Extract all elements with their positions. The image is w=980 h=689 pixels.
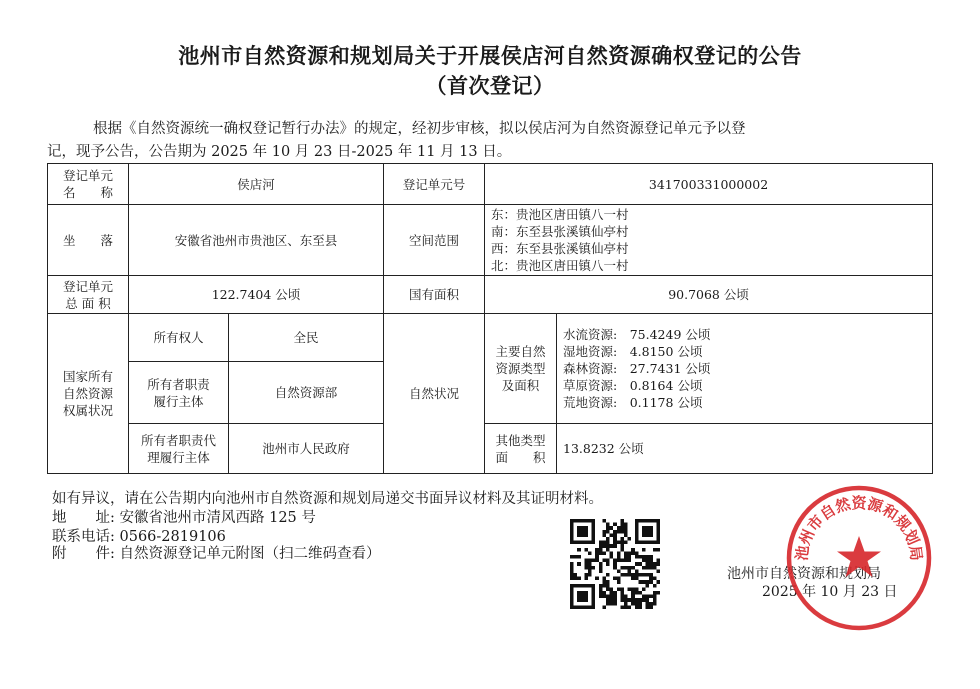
unit-name-label: 登记单元 名 称 [48, 164, 129, 205]
intro-line-1: 根据《自然资源统一确权登记暂行办法》的规定，经初步审核，拟以侯店河为自然资源登记单元予以登 [93, 121, 746, 137]
agent-label: 所有者职责代 理履行主体 [129, 424, 229, 474]
phone-line [52, 529, 226, 546]
duty-label: 所有者职责 履行主体 [129, 362, 229, 424]
notice-title: 池州市自然资源和规划局关于开展侯店河自然资源确权登记的公告 [178, 44, 802, 68]
main-types-value: 水流资源: 75.4249 公顷 湿地资源: 4.8150 公顷 森林资源: 27.7431 公顷 草原资源: 0.8164 公顷 荒地资源: 0.1178 公顷 [557, 314, 933, 424]
address-label: 地 址: [52, 510, 115, 526]
owner-value: 全民 [229, 314, 384, 362]
objection-text: 如有异议，请在公告期内向池州市自然资源和规划局递交书面异议材料及其证明材料。 [52, 491, 603, 507]
unit-no-label: 登记单元号 [384, 164, 485, 205]
table-row [48, 276, 933, 314]
other-label: 其他类型 面 积 [485, 424, 557, 474]
phone-value: 0566-2819106 [119, 529, 226, 545]
official-seal-icon [784, 483, 934, 633]
duty-value: 自然资源部 [229, 362, 384, 424]
registration-table [47, 163, 933, 474]
attachment-label: 附 件: [52, 546, 115, 562]
table-row [48, 164, 933, 205]
other-value: 13.8232 公顷 [557, 424, 933, 474]
qr-code-icon[interactable] [570, 519, 660, 609]
phone-label: 联系电话: [52, 529, 115, 545]
table-row [48, 205, 933, 276]
owner-label: 所有权人 [129, 314, 229, 362]
ownership-label: 国家所有 自然资源 权属状况 [48, 314, 129, 474]
space-label: 空间范围 [384, 205, 485, 276]
state-area-value: 90.7068 公顷 [485, 276, 933, 314]
signature-org: 池州市自然资源和规划局 [727, 566, 881, 582]
notice-subtitle: （首次登记） [425, 74, 555, 98]
location-value: 安徽省池州市贵池区、东至县 [129, 205, 384, 276]
signature-date: 2025 年 10 月 23 日 [762, 584, 898, 600]
table-row [48, 424, 933, 474]
area-label: 登记单元 总 面 积 [48, 276, 129, 314]
attachment-line [52, 546, 381, 563]
attachment-value: 自然资源登记单元附图（扫二维码查看） [119, 546, 381, 562]
main-types-label: 主要自然 资源类型 及面积 [485, 314, 557, 424]
nature-label: 自然状况 [384, 314, 485, 474]
agent-value: 池州市人民政府 [229, 424, 384, 474]
space-value: 东：贵池区唐田镇八一村 南：东至县张溪镇仙亭村 西：东至县张溪镇仙亭村 北：贵池区唐田镇八一村 [485, 205, 933, 276]
svg-text:池州市自然资源和规划局: 池州市自然资源和规划局 [792, 494, 926, 562]
unit-name-value: 侯店河 [129, 164, 384, 205]
area-value: 122.7404 公顷 [129, 276, 384, 314]
table-row [48, 314, 933, 362]
location-label: 坐 落 [48, 205, 129, 276]
address-value: 安徽省池州市清风西路 125 号 [119, 510, 316, 526]
unit-no-value: 341700331000002 [485, 164, 933, 205]
intro-line-2: 记，现予公告，公告期为 2025 年 10 月 23 日-2025 年 11 月 13 日。 [47, 144, 512, 160]
address-line [52, 510, 316, 527]
state-area-label: 国有面积 [384, 276, 485, 314]
